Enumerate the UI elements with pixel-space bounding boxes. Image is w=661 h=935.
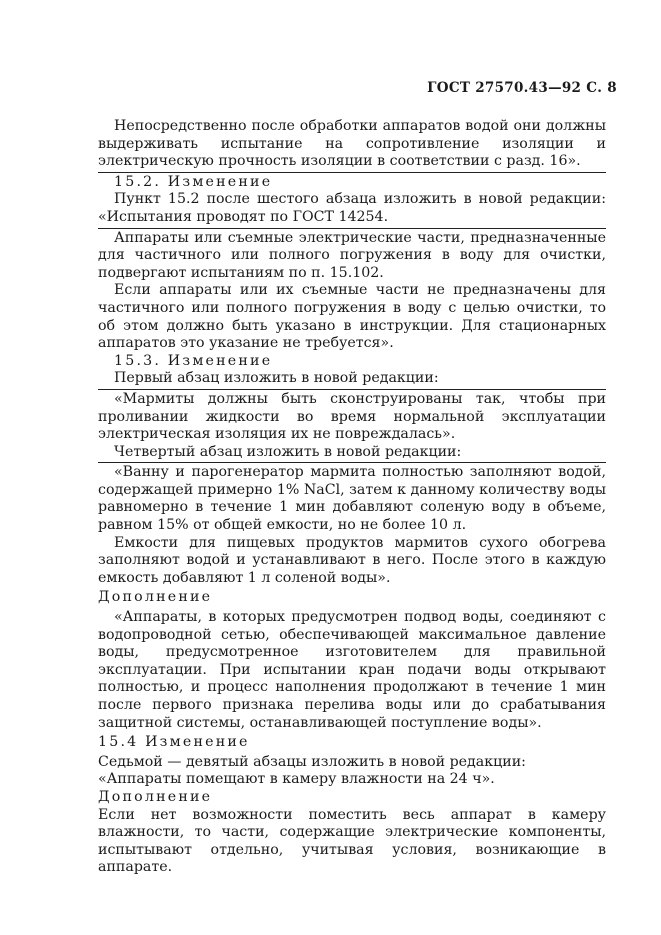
paragraph: Непосредственно после обработки аппаратов водой они должны выдерживать испытание на сопротивление изоляции и электрическую прочность изоляции в соответствии с разд. 16». [98,118,606,170]
divider-line [98,172,606,173]
paragraph: Четвертый абзац изложить в новой редакции: [114,443,462,460]
document-body [98,118,606,877]
divider-line [98,389,606,390]
divider-line [98,462,606,463]
section-heading: Дополнение [98,788,213,805]
paragraph: «Ванну и парогенератор мармита полностью заполняют водой, содержащей примерно 1% NaCl, затем к данному количеству воды равномерно в течение 1 мин добавляют соленую воду в объеме, равном 15% от общей емкости, но не более 10 л. [98,464,606,534]
paragraph: Емкости для пищевых продуктов мармитов сухого обогрева заполняют водой и устанавливают в него. После этого в каждую емкость добавляют 1 л соленой воды». [98,534,606,586]
section-heading: 15.4 Изменение [98,734,250,751]
paragraph: Пункт 15.2 после шестого абзаца изложить в новой редакции: «Испытания проводят по ГОСТ 14254. [98,191,606,225]
paragraph: Если нет возможности поместить весь аппарат в камеру влажности, то части, содержащие электрические компоненты, испытывают отдельно, учитывая условия, возникающие в аппарате. [98,806,606,876]
page-header: ГОСТ 27570.43—92 С. 8 [427,80,617,96]
section-heading: Дополнение [98,589,213,606]
paragraph: Если аппараты или их съемные части не предназначены для частичного или полного погружения в воду с целью очистки, то об этом должно быть указано в инструкции. Для стационарных аппаратов это указание не требуется». [98,282,606,352]
paragraph: «Аппараты, в которых предусмотрен подвод воды, соединяют с водопроводной сетью, обеспечивающей максимальное давление воды, предусмотренное изготовителем для правильной эксплуатации. При испытании кран подачи воды открывают полностью, и процесс наполнения продолжают в течение 1 мин после первого признака перелива воды или до срабатывания защитной системы, останавливающей поступление воды». [98,609,606,731]
paragraph: Аппараты или съемные электрические части, предназначенные для частичного или полного погружения в воду для очистки, подвергают испытаниям по п. 15.102. [98,229,606,281]
section-heading: 15.2. Изменение [114,173,273,190]
paragraph: «Аппараты помещают в камеру влажности на 24 ч». [98,771,495,788]
paragraph: Седьмой — девятый абзацы изложить в новой редакции: [98,753,526,770]
paragraph: Первый абзац изложить в новой редакции: [114,370,439,387]
paragraph: «Мармиты должны быть сконструированы так, чтобы при проливании жидкости во время нормальной эксплуатации электрическая изоляция их не повреждалась». [98,390,606,443]
divider-line [98,228,606,229]
section-heading: 15.3. Изменение [114,352,273,369]
